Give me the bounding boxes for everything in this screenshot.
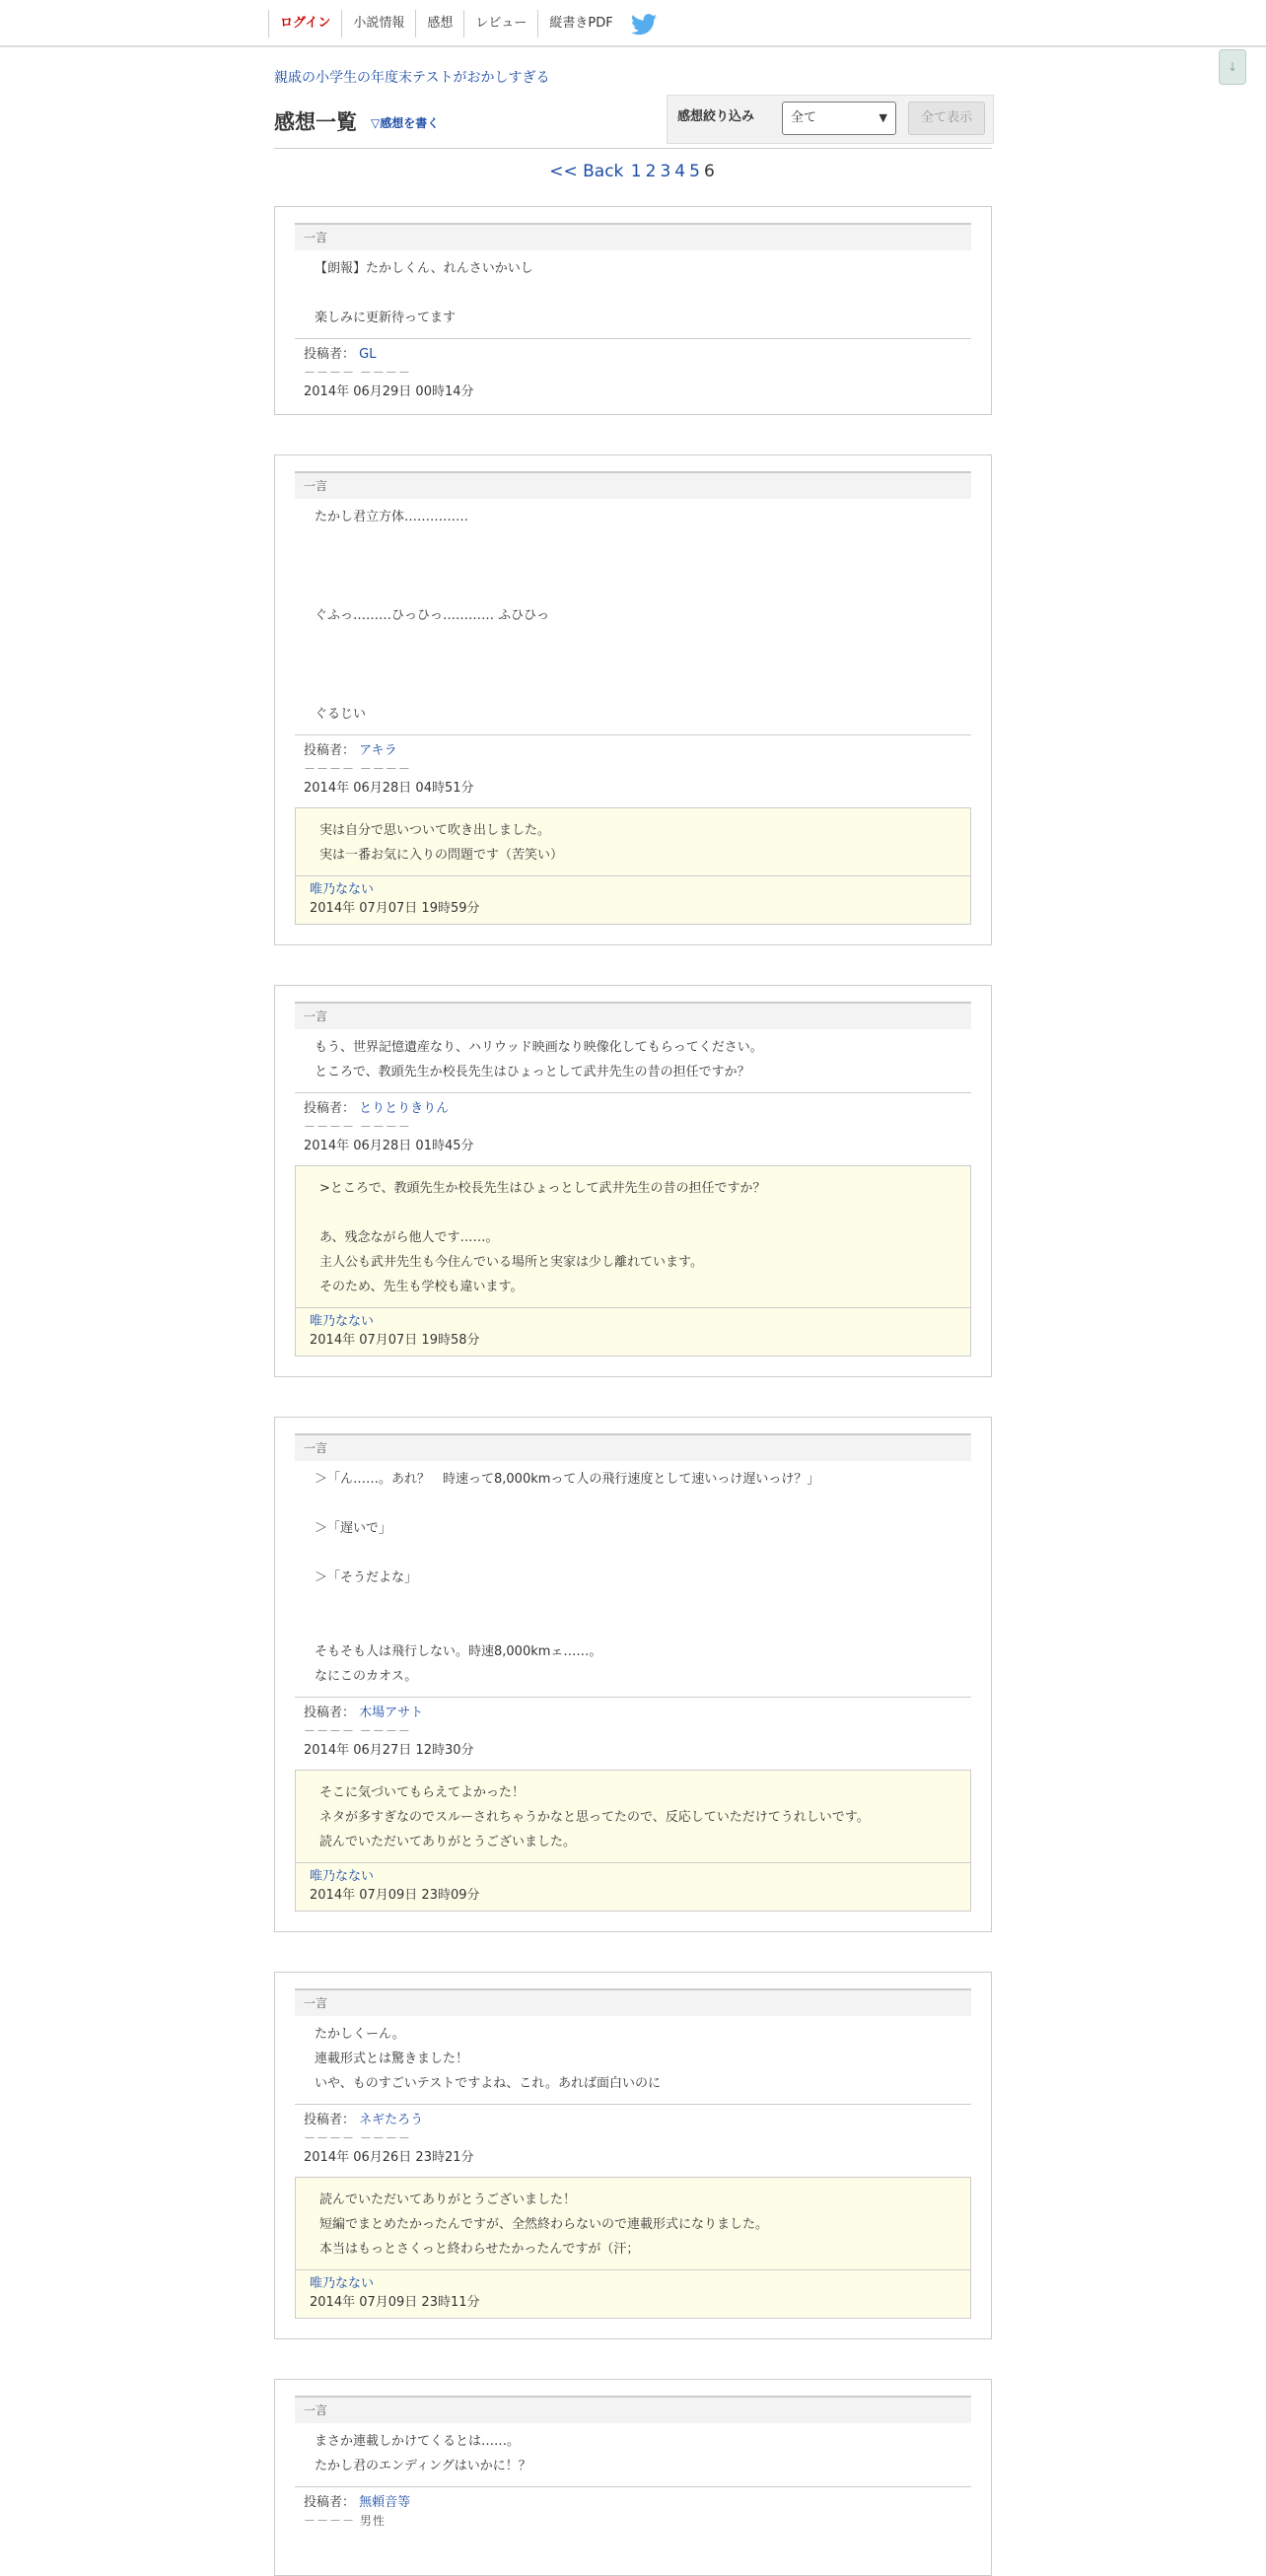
- scroll-down-tab[interactable]: ↓: [1219, 49, 1246, 85]
- comment-meta: [295, 2104, 971, 2167]
- author-reply: [295, 1165, 971, 1357]
- author-name-link[interactable]: 木場アサト: [359, 1706, 424, 1720]
- comment-type-label: 一言: [295, 471, 971, 499]
- author-name-link[interactable]: ネギたろう: [359, 2113, 424, 2127]
- reply-meta: [296, 2269, 970, 2318]
- filter-select[interactable]: [782, 102, 896, 135]
- reply-date: 2014年 07月07日 19時58分: [310, 1333, 480, 1348]
- reply-author-link[interactable]: 唯乃なない: [310, 1314, 375, 1329]
- twitter-icon[interactable]: [631, 14, 657, 39]
- reply-author-link[interactable]: 唯乃なない: [310, 2276, 375, 2291]
- nav-review[interactable]: レビュー: [463, 10, 537, 37]
- reply-body: 読んでいただいてありがとうございました！ 短編でまとめたかったんですが、全然終わらないので連載形式になりました。 本当はもっとさくっと終わらせたかったんですが（汗；: [319, 2193, 769, 2257]
- author-label: 投稿者：: [304, 2113, 356, 2127]
- pagination: [0, 162, 1266, 181]
- comment-card: [274, 2379, 992, 2576]
- pager-page-link[interactable]: 1: [630, 162, 642, 181]
- author-reply: [295, 807, 971, 925]
- author-name-link[interactable]: GL: [359, 347, 377, 362]
- reply-date: 2014年 07月09日 23時09分: [310, 1888, 480, 1903]
- reply-meta: [296, 1862, 970, 1911]
- author-label: 投稿者：: [304, 743, 356, 758]
- reply-author-link[interactable]: 唯乃なない: [310, 882, 375, 897]
- comment-date: 2014年 06月27日 12時30分: [304, 1743, 474, 1758]
- pager-page-link[interactable]: 3: [660, 162, 671, 181]
- author-name-link[interactable]: とりとりきりん: [359, 1101, 450, 1116]
- pager-page-link[interactable]: 5: [689, 162, 700, 181]
- filter-label: 感想絞り込み: [677, 109, 755, 124]
- comment-date: 2014年 06月29日 00時14分: [304, 384, 474, 399]
- author-label: 投稿者：: [304, 1706, 356, 1720]
- comment-card: [274, 985, 992, 1377]
- nav-novel-info[interactable]: 小説情報: [341, 10, 415, 37]
- author-reply: [295, 1770, 971, 1912]
- top-navigation: [0, 0, 1266, 47]
- reply-body: そこに気づいてもらえてよかった！ ネタが多すぎなのでスルーされちゃうかなと思ってたので、反応していただけてうれしいです。 読んでいただいてありがとうございました。: [319, 1785, 870, 1849]
- author-reply: [295, 2177, 971, 2319]
- comment-date: 2014年 06月28日 04時51分: [304, 781, 474, 796]
- comment-meta: [295, 1092, 971, 1155]
- chevron-down-icon: ▼: [879, 111, 887, 124]
- comment-date: 2014年 06月26日 23時21分: [304, 2150, 474, 2165]
- pager-back-link[interactable]: << Back: [549, 162, 624, 181]
- reply-author-link[interactable]: 唯乃なない: [310, 1869, 375, 1884]
- comment-body: たかし君立方体…………… ぐふっ………ひっひっ………… ふひひっ ぐるじい: [315, 510, 550, 722]
- author-label: 投稿者：: [304, 1101, 356, 1116]
- filter-box: [667, 95, 994, 144]
- comment-body: まさか連載しかけてくるとは……。 たかし君のエンディングはいかに！？: [315, 2434, 531, 2473]
- pager-page-link[interactable]: 2: [645, 162, 657, 181]
- author-profile: －－－－ －－－－: [304, 1120, 411, 1134]
- comment-meta: [295, 2486, 971, 2531]
- nav-vertical-pdf[interactable]: 縦書きPDF: [537, 10, 623, 37]
- comment-type-label: 一言: [295, 1433, 971, 1461]
- author-profile: －－－－ 男性: [304, 2514, 386, 2528]
- comment-type-label: 一言: [295, 223, 971, 250]
- reply-meta: [296, 875, 970, 924]
- reply-body: 実は自分で思いついて吹き出しました。 実は一番お気に入りの問題です（苦笑い）: [319, 823, 564, 863]
- reply-date: 2014年 07月09日 23時11分: [310, 2295, 480, 2310]
- author-name-link[interactable]: アキラ: [359, 743, 397, 758]
- reply-body: >ところで、教頭先生か校長先生はひょっとして武井先生の昔の担任ですか？ あ、残念ながら他人です……。 主人公も武井先生も今住んでいる場所と実家は少し離れています。 そのため、先生も学校も違います。: [319, 1181, 766, 1294]
- author-label: 投稿者：: [304, 347, 356, 362]
- novel-title-link[interactable]: 親戚の小学生の年度末テストがおかしすぎる: [274, 70, 550, 86]
- comment-card: [274, 206, 992, 415]
- nav-login[interactable]: ログイン: [268, 10, 341, 37]
- comment-type-label: 一言: [295, 2396, 971, 2423]
- author-profile: －－－－ －－－－: [304, 366, 411, 380]
- reply-meta: [296, 1307, 970, 1356]
- pager-page-link[interactable]: 4: [674, 162, 686, 181]
- nav-list: [268, 10, 624, 37]
- reply-date: 2014年 07月07日 19時59分: [310, 901, 480, 916]
- filter-selected-value: 全て: [791, 110, 817, 125]
- author-profile: －－－－ －－－－: [304, 762, 411, 776]
- author-profile: －－－－ －－－－: [304, 2131, 411, 2145]
- comment-body: ＞「ん……。あれ？ 時速って8,000kmって人の飛行速度として速いっけ遅いっけ？」 ＞「遅いで」 ＞「そうだよな」 そもそも人は飛行しない。時速8,000kmェ……。 なにこのカオス。: [315, 1472, 820, 1684]
- comment-date: 2014年 06月28日 01時45分: [304, 1139, 474, 1153]
- comment-body: たかしくーん。 連載形式とは驚きました！ いや、ものすごいテストですよね、これ。あれば面白いのに: [315, 2027, 662, 2091]
- show-all-button[interactable]: 全て表示: [908, 102, 985, 135]
- comment-meta: [295, 734, 971, 798]
- comment-body: 【朗報】たかしくん、れんさいかいし 楽しみに更新待ってます: [315, 261, 533, 325]
- comment-body: もう、世界記憶遺産なり、ハリウッド映画なり映像化してもらってください。 ところで、教頭先生か校長先生はひょっとして武井先生の昔の担任ですか？: [315, 1040, 763, 1079]
- nav-impressions[interactable]: 感想: [415, 10, 463, 37]
- author-label: 投稿者：: [304, 2495, 356, 2510]
- comment-meta: [295, 1697, 971, 1760]
- page-title: 感想一覧: [274, 110, 357, 134]
- comment-card: [274, 454, 992, 945]
- pager-current-page: 6: [703, 162, 715, 181]
- comment-type-label: 一言: [295, 1988, 971, 2016]
- comment-type-label: 一言: [295, 1002, 971, 1029]
- comment-meta: [295, 338, 971, 401]
- author-name-link[interactable]: 無頼音等: [359, 2495, 411, 2510]
- comment-card: [274, 1417, 992, 1932]
- write-impression-link[interactable]: ▽感想を書く: [371, 116, 440, 130]
- impressions-header: [274, 93, 992, 149]
- author-profile: －－－－ －－－－: [304, 1724, 411, 1738]
- comment-card: [274, 1972, 992, 2339]
